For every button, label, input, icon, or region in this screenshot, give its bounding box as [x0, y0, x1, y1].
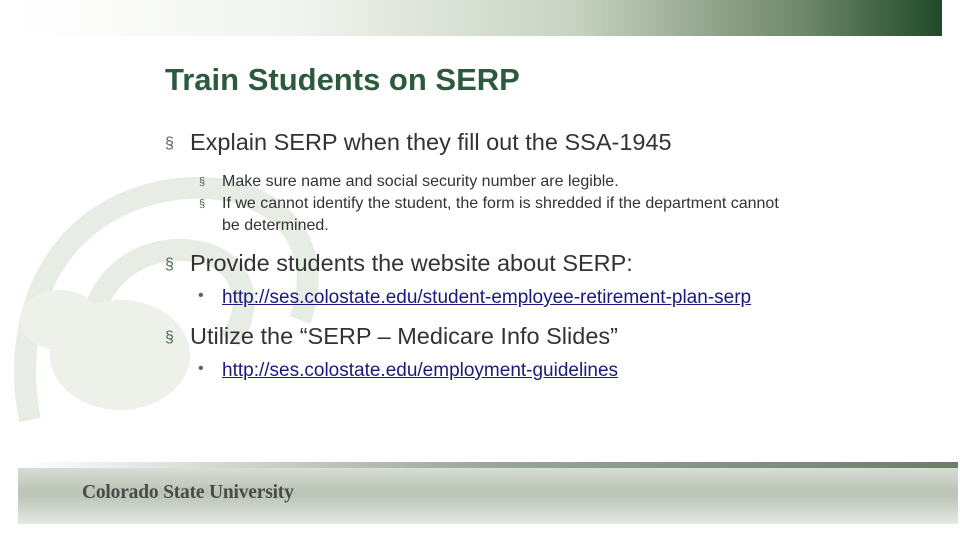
dot-bullet-icon: • [198, 287, 204, 304]
square-bullet-icon: § [165, 135, 174, 152]
bullet-text: Utilize the “SERP – Medicare Info Slides” [190, 323, 618, 349]
slide-content [165, 128, 785, 383]
sub-bullet-text: If we cannot identify the student, the form is shredded if the department cannot be determined. [222, 195, 779, 234]
dot-bullet-icon: • [198, 360, 204, 377]
serp-website-link[interactable]: http://ses.colostate.edu/student-employee-retirement-plan-serp [222, 287, 752, 308]
bullet-explain-serp [165, 128, 785, 157]
employment-guidelines-link[interactable]: http://ses.colostate.edu/employment-guidelines [222, 360, 619, 381]
square-bullet-icon: § [199, 176, 206, 188]
bullet-medicare-slides [165, 322, 785, 351]
bullet-text: Provide students the website about SERP: [190, 250, 633, 276]
square-bullet-icon: § [165, 329, 174, 346]
sub-bullet-shredded [165, 193, 785, 237]
sub-bullet-legible [165, 171, 785, 193]
bullet-text: Explain SERP when they fill out the SSA-1945 [190, 129, 672, 155]
csu-logo-text: Colorado State University [82, 482, 294, 503]
spacer [165, 310, 785, 322]
sub-bullet-serp-link [165, 286, 785, 310]
square-bullet-icon: § [199, 198, 206, 210]
slide-title: Train Students on SERP [165, 62, 520, 97]
top-gradient-bar [16, 0, 942, 36]
sub-bullet-guidelines-link [165, 359, 785, 383]
sub-bullet-text: Make sure name and social security number are legible. [222, 173, 619, 190]
square-bullet-icon: § [165, 256, 174, 273]
spacer [165, 237, 785, 249]
bullet-provide-website [165, 249, 785, 278]
